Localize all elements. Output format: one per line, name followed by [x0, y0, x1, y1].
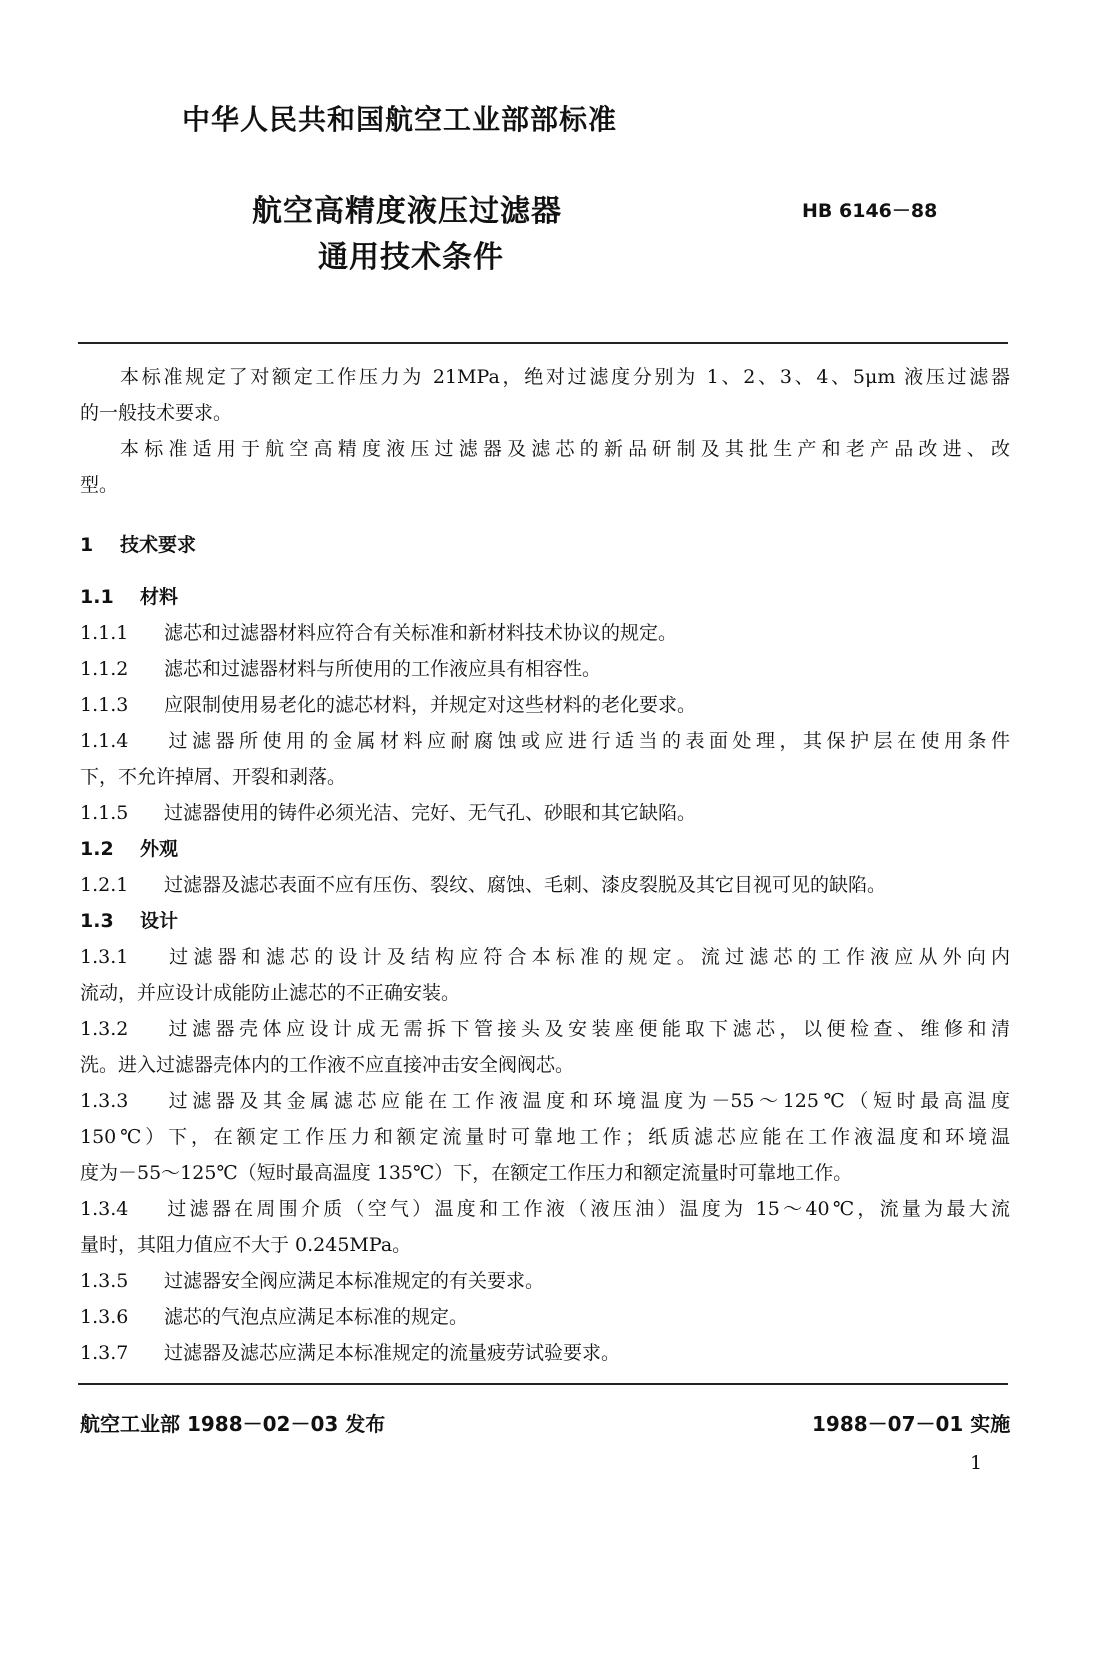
- clause-1-1-2: [80, 654, 601, 681]
- clause-text: 滤芯的气泡点应满足本标准的规定。: [164, 1306, 469, 1328]
- clause-number: 1.3.7: [80, 1342, 129, 1364]
- clause-text: 过滤器使用的铸件必须光洁、完好、无气孔、砂眼和其它缺陷。: [164, 802, 697, 824]
- clause-text: 过滤器安全阀应满足本标准规定的有关要求。: [164, 1270, 545, 1292]
- clause-1-3-3-line2: 150℃）下，在额定工作压力和额定流量时可靠地工作；纸质滤芯应能在工作液温度和环境温: [80, 1126, 1010, 1148]
- intro-paragraph-2-line2: 型。: [80, 474, 119, 496]
- intro-paragraph-1-line1: 本标准规定了对额定工作压力为 21MPa，绝对过滤度分别为 1、2、3、4、5μm 液压过滤器: [120, 366, 1010, 388]
- clause-text: 过滤器及滤芯应满足本标准规定的流量疲劳试验要求。: [164, 1342, 621, 1364]
- subsection-heading-1-1: [80, 582, 178, 609]
- issuing-authority: 中华人民共和国航空工业部部标准: [182, 103, 618, 136]
- clause-1-3-5: [80, 1266, 544, 1293]
- clause-text: 滤芯和过滤器材料应符合有关标准和新材料技术协议的规定。: [164, 622, 678, 644]
- intro-paragraph-2-line1: 本标准适用于航空高精度液压过滤器及滤芯的新品研制及其批生产和老产品改进、改: [120, 438, 1010, 460]
- subsection-title: 设计: [140, 910, 179, 932]
- clause-number: 1.1.1: [80, 622, 129, 644]
- clause-1-3-1-line2: 流动，并应设计成能防止滤芯的不正确安装。: [80, 982, 461, 1004]
- clause-number: 1.3.6: [80, 1306, 129, 1328]
- clause-1-1-3: [80, 690, 696, 717]
- header-divider: [78, 342, 1008, 344]
- clause-1-3-2-line2: 洗。进入过滤器壳体内的工作液不应直接冲击安全阀阀芯。: [80, 1054, 575, 1076]
- clause-1-3-6: [80, 1302, 468, 1329]
- clause-number: 1.3: [80, 910, 114, 932]
- clause-1-1-4-line1: [80, 726, 1010, 753]
- section-heading: [80, 530, 196, 557]
- clause-1-3-1-line1: [80, 942, 1010, 969]
- clause-number: 1.3.2: [80, 1018, 129, 1040]
- clause-1-1-5: [80, 798, 696, 825]
- clause-number: 1.3.3: [80, 1090, 129, 1112]
- issue-date: 航空工业部 1988－02－03 发布: [80, 1412, 386, 1436]
- footer-divider: [78, 1383, 1008, 1385]
- section-title: 技术要求: [120, 534, 197, 556]
- clause-1-1-4-line2: 下，不允许掉屑、开裂和剥落。: [80, 766, 347, 788]
- clause-number: 1.1.2: [80, 658, 129, 680]
- clause-text: 过滤器所使用的金属材料应耐腐蚀或应进行适当的表面处理，其保护层在使用条件: [164, 730, 1010, 752]
- clause-1-3-4-line1: [80, 1194, 1010, 1221]
- intro-paragraph-1-line2: 的一般技术要求。: [80, 402, 233, 424]
- clause-number: 1.1.5: [80, 802, 129, 824]
- clause-number: 1.3.4: [80, 1198, 129, 1220]
- clause-text: 滤芯和过滤器材料与所使用的工作液应具有相容性。: [164, 658, 602, 680]
- clause-1-3-3-line3: 度为－55～125℃（短时最高温度 135℃）下，在额定工作压力和额定流量时可靠地工作。: [80, 1162, 853, 1184]
- clause-number: 1.1.4: [80, 730, 129, 752]
- standard-number: HB 6146－88: [802, 200, 938, 222]
- clause-1-1-1: [80, 618, 677, 645]
- document-title-line1: 航空高精度液压过滤器: [252, 194, 562, 229]
- clause-1-3-7: [80, 1338, 620, 1365]
- effective-date: 1988－07－01 实施: [812, 1412, 1011, 1436]
- clause-1-3-4-line2: 量时，其阻力值应不大于 0.245MPa。: [80, 1234, 412, 1256]
- subsection-title: 材料: [140, 586, 179, 608]
- clause-text: 过滤器和滤芯的设计及结构应符合本标准的规定。流过滤芯的工作液应从外向内: [164, 946, 1010, 968]
- clause-text: 应限制使用易老化的滤芯材料，并规定对这些材料的老化要求。: [164, 694, 697, 716]
- clause-1-3-3-line1: [80, 1086, 1010, 1113]
- subsection-heading-1-2: [80, 834, 178, 861]
- clause-number: 1.2: [80, 838, 114, 860]
- clause-1-2-1: [80, 870, 886, 897]
- section-number: 1: [80, 534, 94, 556]
- subsection-title: 外观: [140, 838, 179, 860]
- clause-number: 1.1: [80, 586, 114, 608]
- clause-number: 1.1.3: [80, 694, 129, 716]
- clause-1-3-2-line1: [80, 1014, 1010, 1041]
- document-title-line2: 通用技术条件: [318, 240, 504, 275]
- clause-number: 1.2.1: [80, 874, 129, 896]
- clause-number: 1.3.5: [80, 1270, 129, 1292]
- clause-text: 过滤器及滤芯表面不应有压伤、裂纹、腐蚀、毛刺、漆皮裂脱及其它目视可见的缺陷。: [164, 874, 887, 896]
- page-number: 1: [970, 1452, 983, 1474]
- clause-number: 1.3.1: [80, 946, 129, 968]
- clause-text: 过滤器及其金属滤芯应能在工作液温度和环境温度为－55～125℃（短时最高温度: [164, 1090, 1010, 1112]
- clause-text: 过滤器壳体应设计成无需拆下管接头及安装座便能取下滤芯，以便检查、维修和清: [164, 1018, 1010, 1040]
- clause-text: 过滤器在周围介质（空气）温度和工作液（液压油）温度为 15～40℃，流量为最大流: [164, 1198, 1010, 1220]
- subsection-heading-1-3: [80, 906, 178, 933]
